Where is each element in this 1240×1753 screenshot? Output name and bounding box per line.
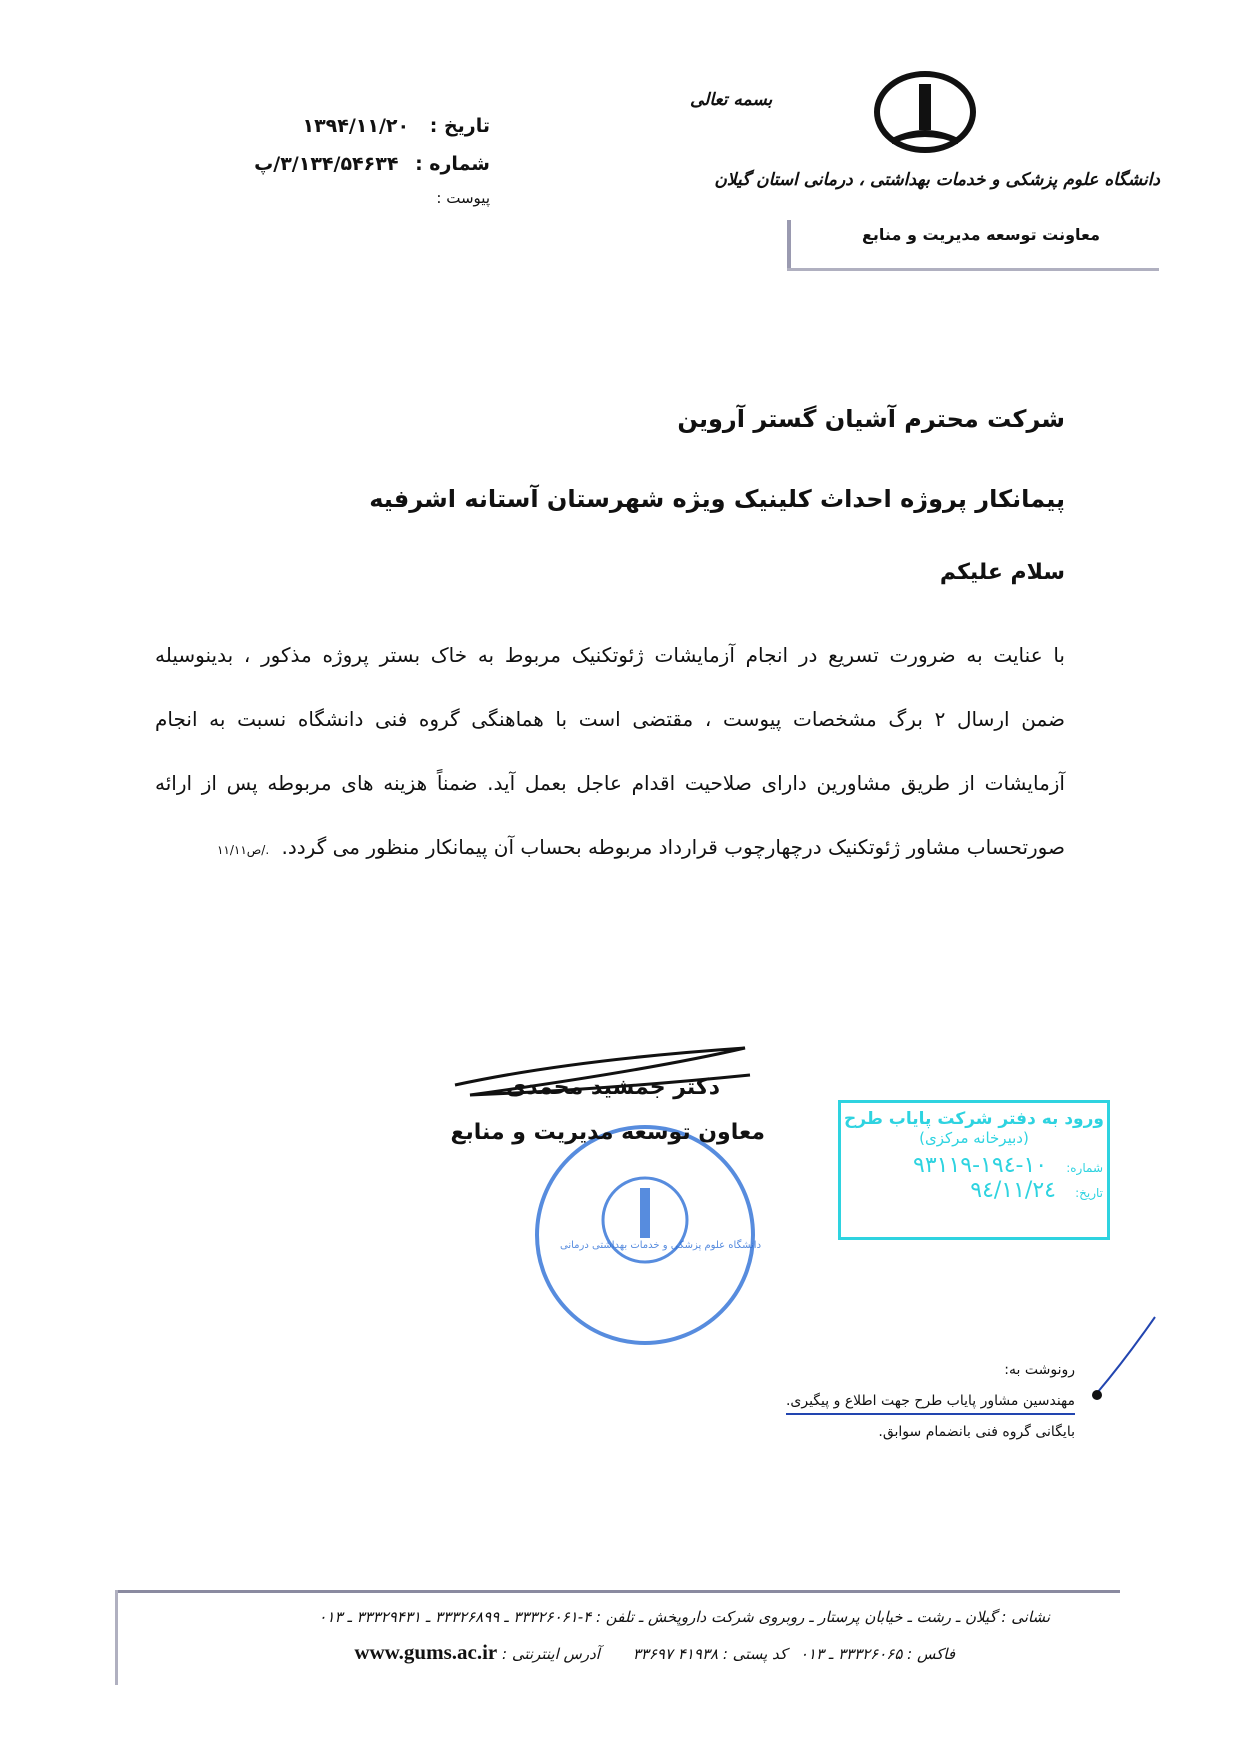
footer-postal: کد پستی : ۴۱۹۳۸ ۳۳۶۹۷ [632,1645,788,1663]
attachment-label: پیوست : [436,189,490,207]
pen-mark [1085,1315,1160,1405]
stamp-line-1: ورود به دفتر شرکت پایاب طرح [844,1109,1104,1129]
stamp-date-label: تاریخ: [1075,1186,1103,1200]
stamp-date-row [841,1178,1107,1203]
stamp-line-2: (دبیرخانه مرکزی) [919,1129,1029,1147]
number-label: شماره : [415,153,490,175]
signatory-name: دکتر جمشید محمدی [506,1075,720,1100]
footer-web-label: آدرس اینترنتی : [502,1645,600,1663]
footer-fax: فاکس : ۳۳۳۲۶۰۶۵ ـ ۰۱۳ [799,1645,955,1663]
letter-meta [230,115,490,207]
body-line: ضمن ارسال ۲ برگ مشخصات پیوست ، مقتضی است با هماهنگی گروه فنی دانشگاه نسبت به انجام [155,707,1065,731]
department-name: معاونت توسعه مدیریت و منابع [861,225,1100,244]
recipient-line-1: شرکت محترم آشیان گستر آروین [677,405,1065,433]
wheat-book-emblem-icon [870,70,980,160]
date-value: ۱۳۹۴/۱۱/۲۰ [302,115,410,137]
number-row [230,153,490,189]
cc-item: بایگانی گروه فنی بانضمام سوابق. [878,1424,1075,1440]
stamp-number-row [841,1153,1107,1178]
date-row [230,115,490,153]
letterhead-rule [787,268,1159,271]
letterhead-divider [787,220,791,270]
footer-contact [354,1640,955,1665]
footer-address: نشانی : گیلان ـ رشت ـ خیابان پرستار ـ روبروی شرکت داروپخش ـ تلفن : ۴-۳۳۳۲۶۰۶۱ ـ ۳۳۳۲۶۸۹۹ ـ ۳۳۳۲۹۴۳۱ ـ ۰۱۳ [318,1608,1050,1626]
stamp-date-value: ۹٤/۱۱/۲٤ [970,1178,1056,1203]
body-line-last [155,837,1065,901]
number-value: ۳/۱۳۴/۵۴۶۳۴/پ [254,153,399,175]
university-name: دانشگاه علوم پزشکی و خدمات بهداشتی ، درمانی استان گیلان [714,170,1160,190]
footer-website-link[interactable]: www.gums.ac.ir [354,1640,498,1664]
letterhead [690,70,1160,290]
signatory-title: معاون توسعه مدیریت و منابع [450,1120,765,1145]
seal-text: دانشگاه علوم پزشکی و خدمات بهداشتی درمانی [560,1240,762,1251]
body-line: صورتحساب مشاور ژئوتکنیک درچهارچوب قرارداد مربوطه بحساب آن پیمانکار منظور می گردد. [281,835,1065,859]
recipient-line-2: پیمانکار پروژه احداث کلینیک ویژه شهرستان آستانه اشرفیه [369,485,1065,513]
greeting: سلام علیکم [939,560,1065,585]
stamp-number-value: ۱۰-۱۹٤-۹۳۱۱۹ [913,1153,1048,1178]
letter-body [155,645,1065,901]
official-seal [530,1120,760,1350]
date-label: تاریخ : [429,115,490,137]
reference-code: ./ص۱۱/۱۱ [216,843,270,857]
cc-block [786,1355,1075,1448]
footer-rule [115,1590,1120,1593]
invocation: بسمه تعالی [690,90,773,110]
stamp-number-label: شماره: [1066,1161,1103,1175]
body-line: آزمایشات از طریق مشاورین دارای صلاحیت اقدام عاجل بعمل آید. ضمناً هزینه های مربوطه پس از ارائه [155,771,1065,795]
footer-side-rule [115,1590,118,1685]
receipt-stamp [838,1100,1110,1240]
cc-item: مهندسین مشاور پایاب طرح جهت اطلاع و پیگیری. [786,1389,1075,1415]
cc-heading: رونوشت به: [1004,1362,1075,1378]
body-line: با عنایت به ضرورت تسریع در انجام آزمایشات ژئوتکنیک مربوط به خاک بستر پروژه مذکور ، بدینوسیله [155,643,1065,667]
